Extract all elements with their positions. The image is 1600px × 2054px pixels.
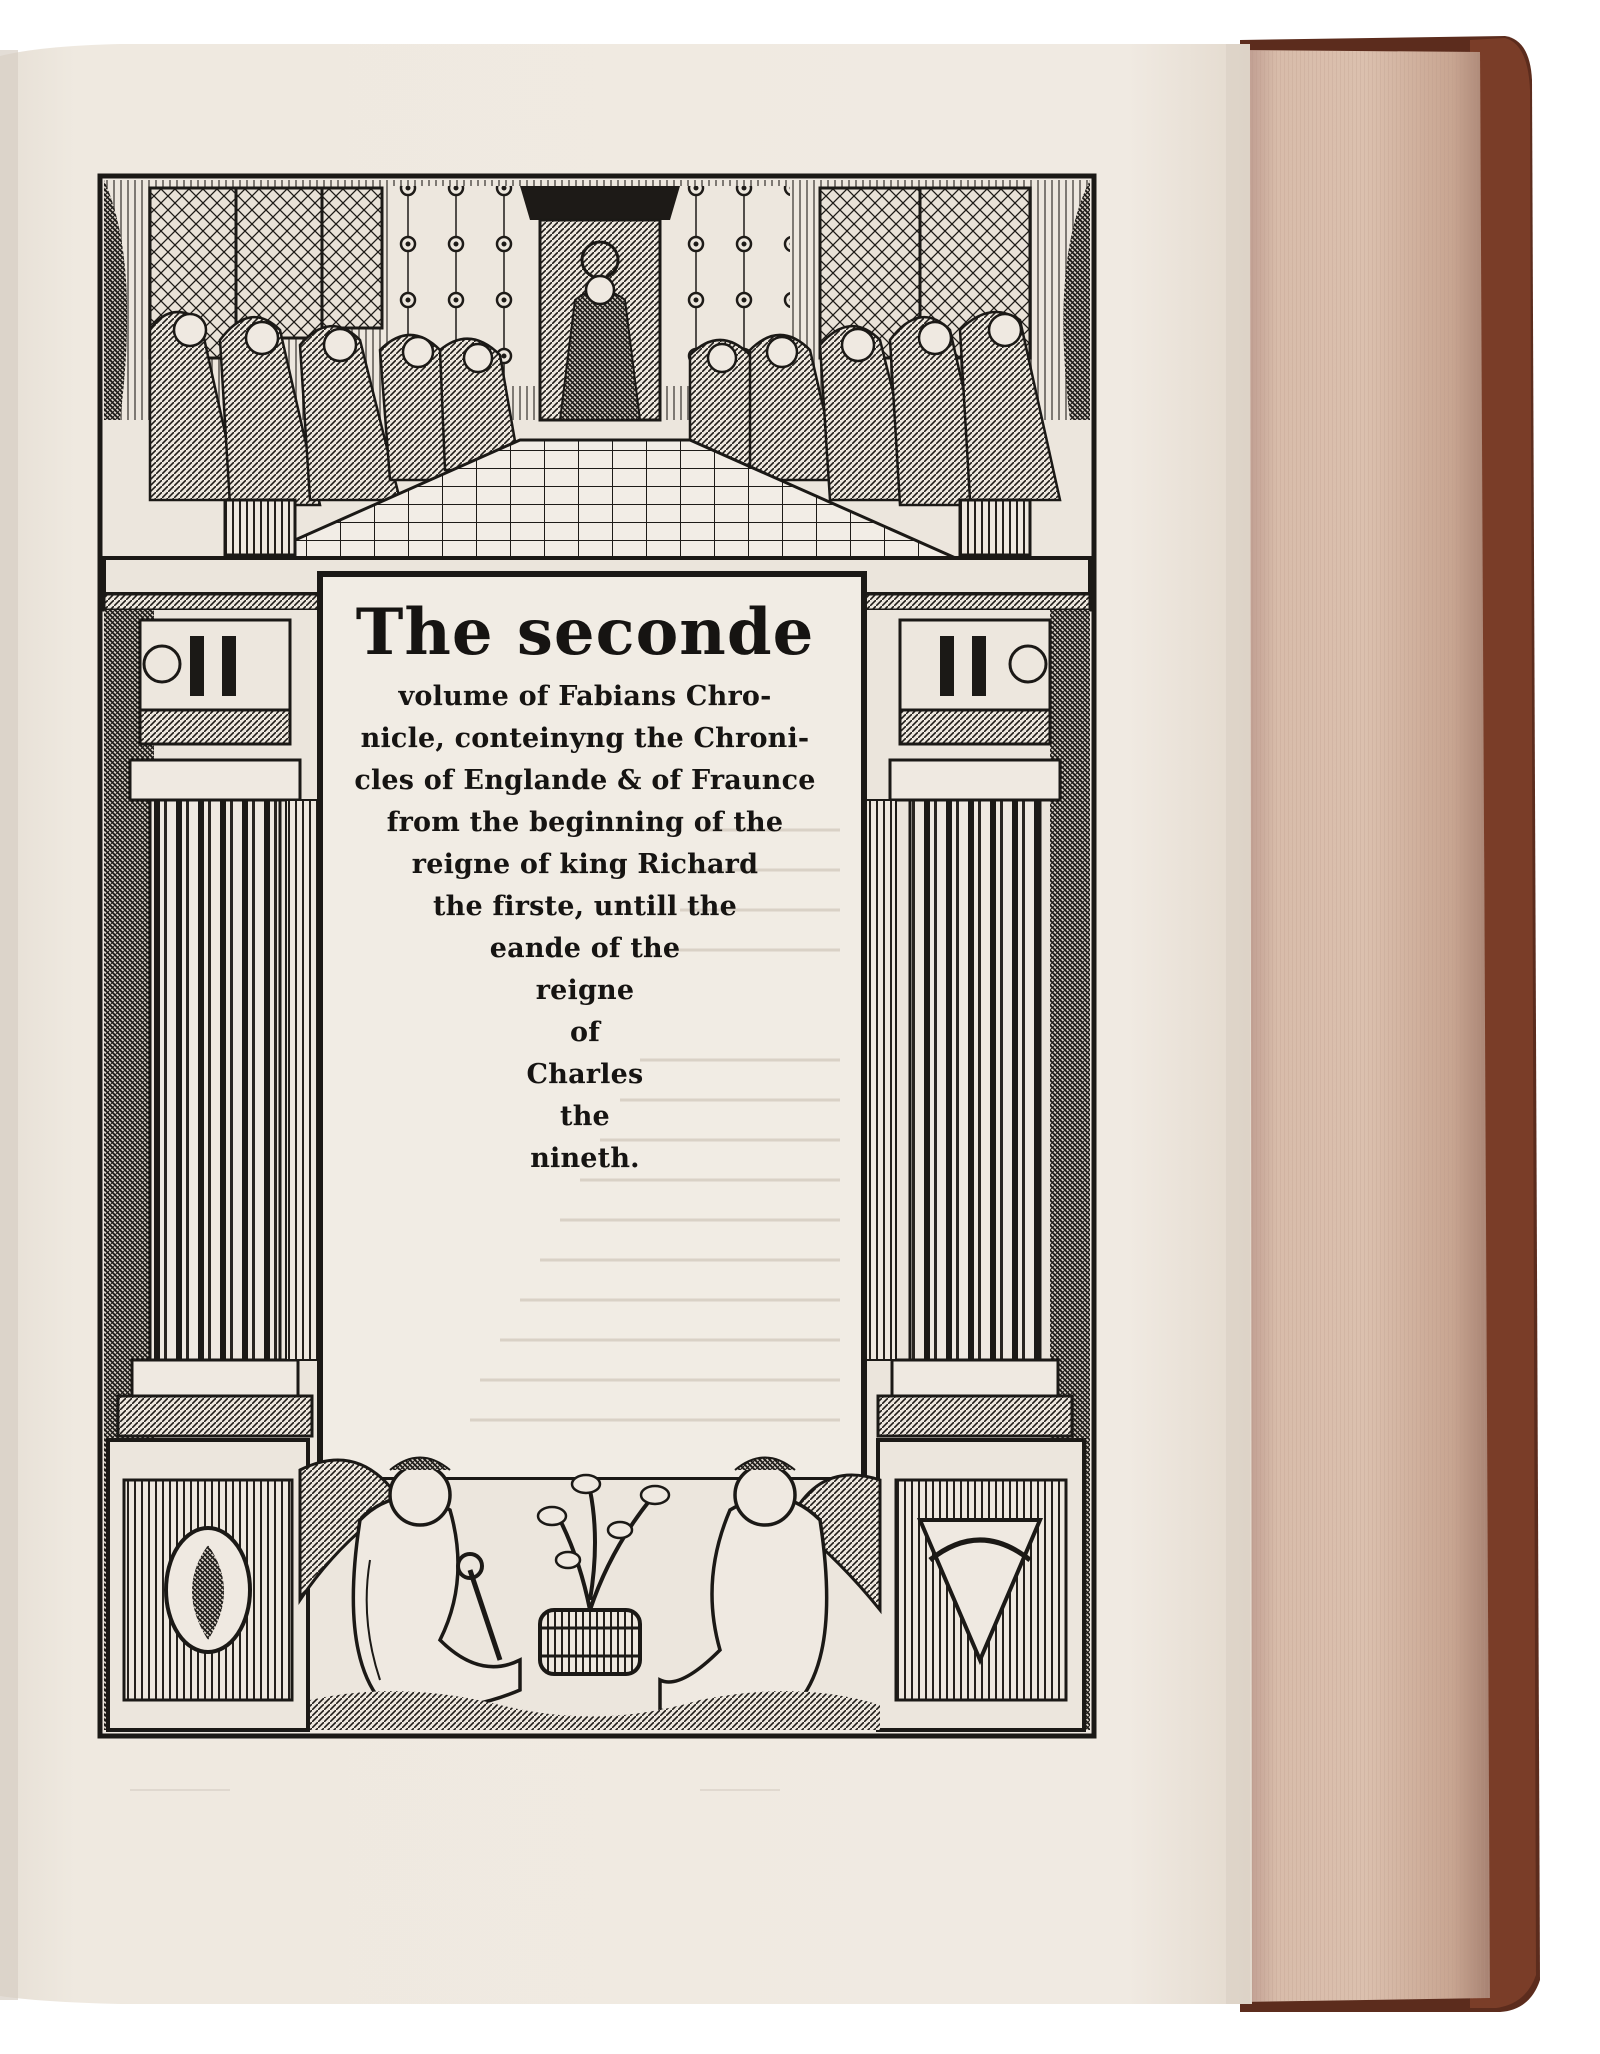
title-line-5: from the beginning of the — [386, 807, 784, 838]
title-line-3: nicle, conteinyng the Chroni- — [360, 723, 810, 754]
title-line-7: the firste, untill the — [432, 891, 737, 922]
title-line-6: reigne of king Richard — [411, 849, 759, 880]
title-line-4: cles of Englande & of Fraunce — [354, 765, 816, 796]
title-page-text — [330, 590, 840, 1470]
title-line-2: volume of Fabians Chro- — [398, 681, 772, 712]
title-line-12: the — [560, 1101, 610, 1132]
title-line-10: of — [569, 1017, 601, 1048]
title-line-8: eande of the — [489, 933, 681, 964]
title-line-11: Charles — [526, 1059, 644, 1090]
title-line-13: nineth. — [530, 1143, 640, 1174]
title-line-9: reigne — [535, 975, 635, 1006]
title-line-1: The seconde — [355, 595, 815, 670]
